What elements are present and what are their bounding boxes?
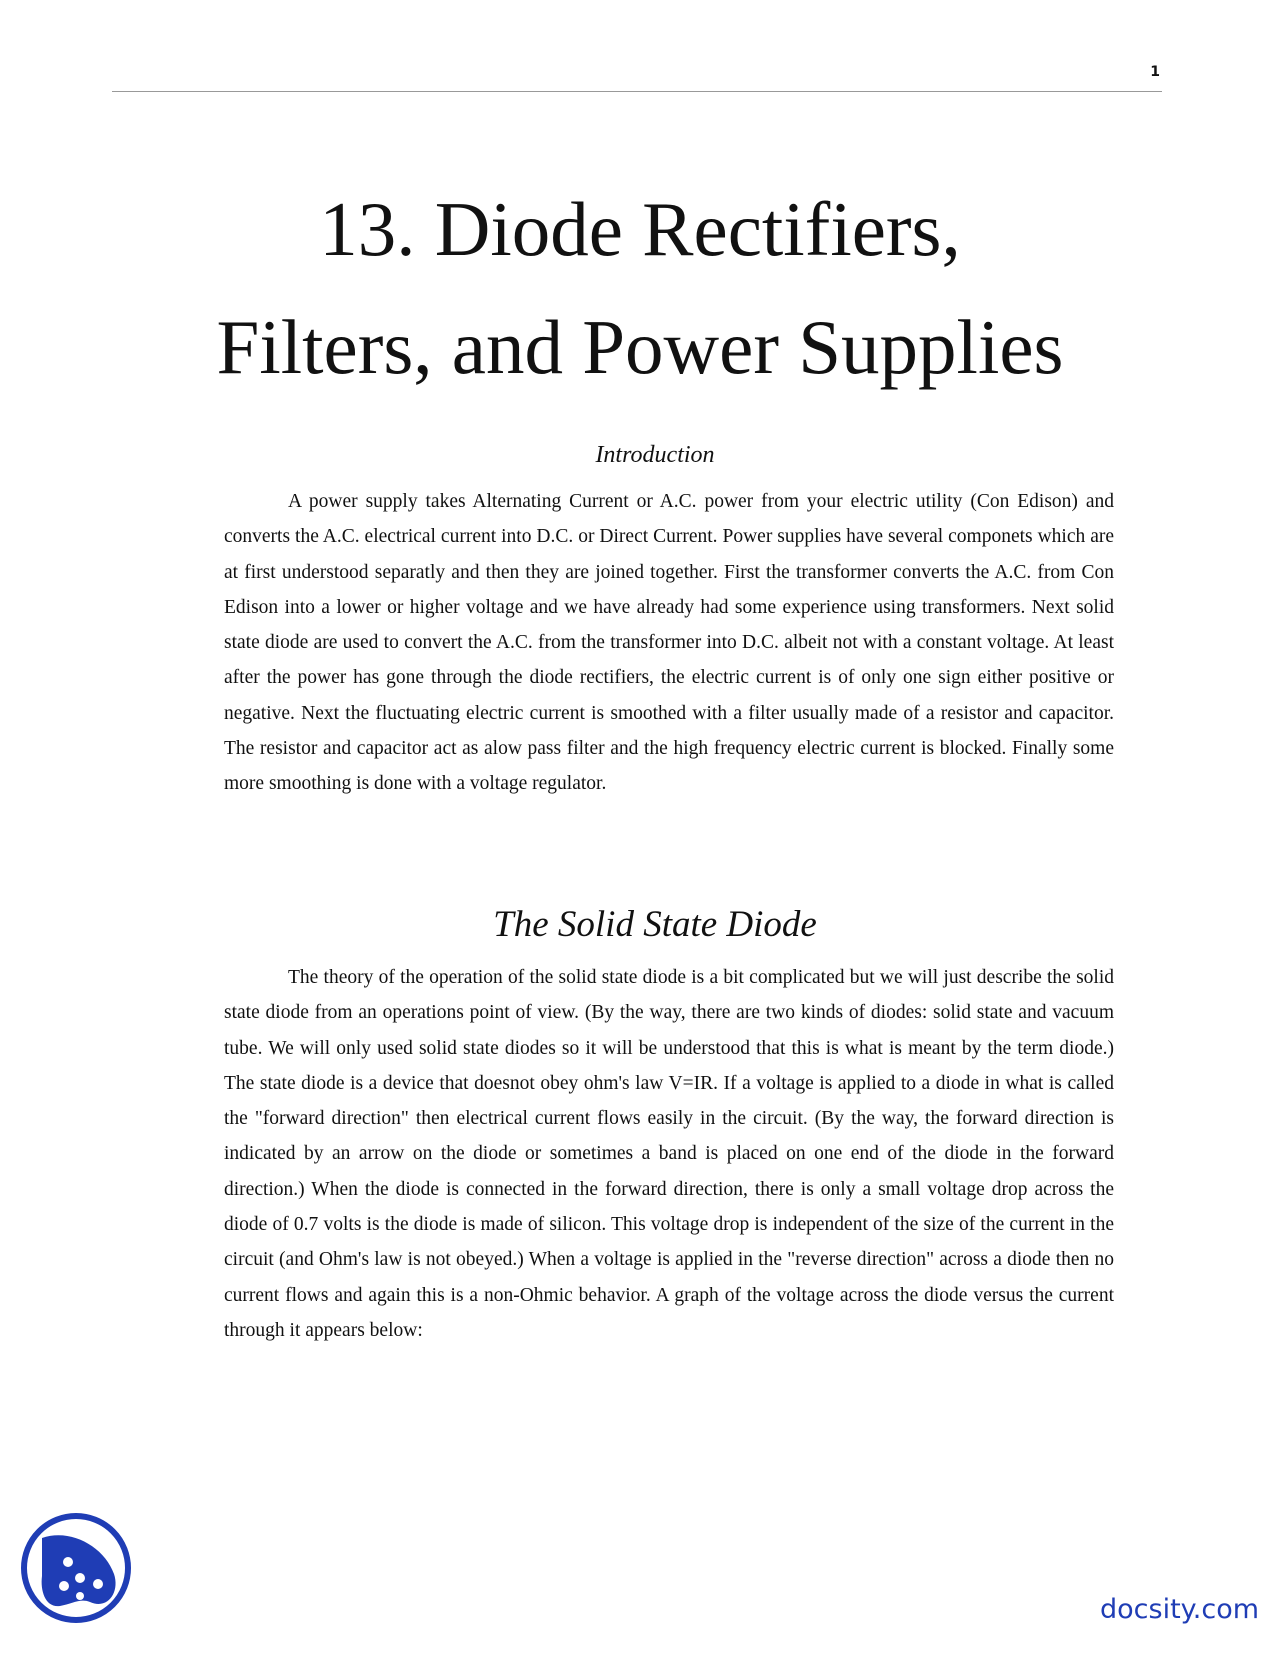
docsity-logo-icon[interactable] [20,1512,132,1624]
header-divider [112,91,1162,92]
docsity-brand-link[interactable]: docsity.com [1100,1594,1260,1625]
solid-state-diode-heading: The Solid State Diode [493,904,817,945]
solid-state-diode-paragraph: The theory of the operation of the solid state diode is a bit complicated but we will just describe the solid state diode from an operations point of view. (By the way, there are two kinds of diodes: solid state and vacuum tube. We will only used solid state diodes so it will be understood that this is what is meant by the term diode.) The state diode is a device that doesnot obey ohm's law V=IR. If a voltage is applied to a diode in what is called the "forward direction" then electrical current flows easily in the circuit. (By the way, the forward direction is indicated by an arrow on the diode or sometimes a band is placed on one end of the diode in the forward direction.) When the diode is connected in the forward direction, there is only a small voltage drop across the diode of 0.7 volts is the diode is made of silicon. This voltage drop is independent of the size of the current in the circuit (and Ohm's law is not obeyed.) When a voltage is applied in the "reverse direction" across a diode then no current flows and again this is a non-Ohmic behavior. A graph of the voltage across the diode versus the current through it appears below: [224,967,1114,1341]
page-number: 1 [1150,64,1160,80]
chapter-title-line-2: Filters, and Power Supplies [216,304,1064,390]
chapter-title-line-1: 13. Diode Rectifiers, [319,186,961,272]
introduction-paragraph: A power supply takes Alternating Current or A.C. power from your electric utility (Con Edison) and converts the A.C. electrical current into D.C. or Direct Current. Power supplies have several componets which are at first understood separatly and then they are joined together. First the transformer converts the A.C. from Con Edison into a lower or higher voltage and we have already had some experience using transformers. Next solid state diode are used to convert the A.C. from the transformer into D.C. albeit not with a constant voltage. At least after the power has gone through the diode rectifiers, the electric current is of only one sign either positive or negative. Next the fluctuating electric current is smoothed with a filter usually made of a resistor and capacitor. The resistor and capacitor act as alow pass filter and the high frequency electric current is blocked. Finally some more smoothing is done with a voltage regulator. [224,491,1114,795]
chapter-title [0,170,1280,406]
introduction-heading: Introduction [595,442,715,468]
